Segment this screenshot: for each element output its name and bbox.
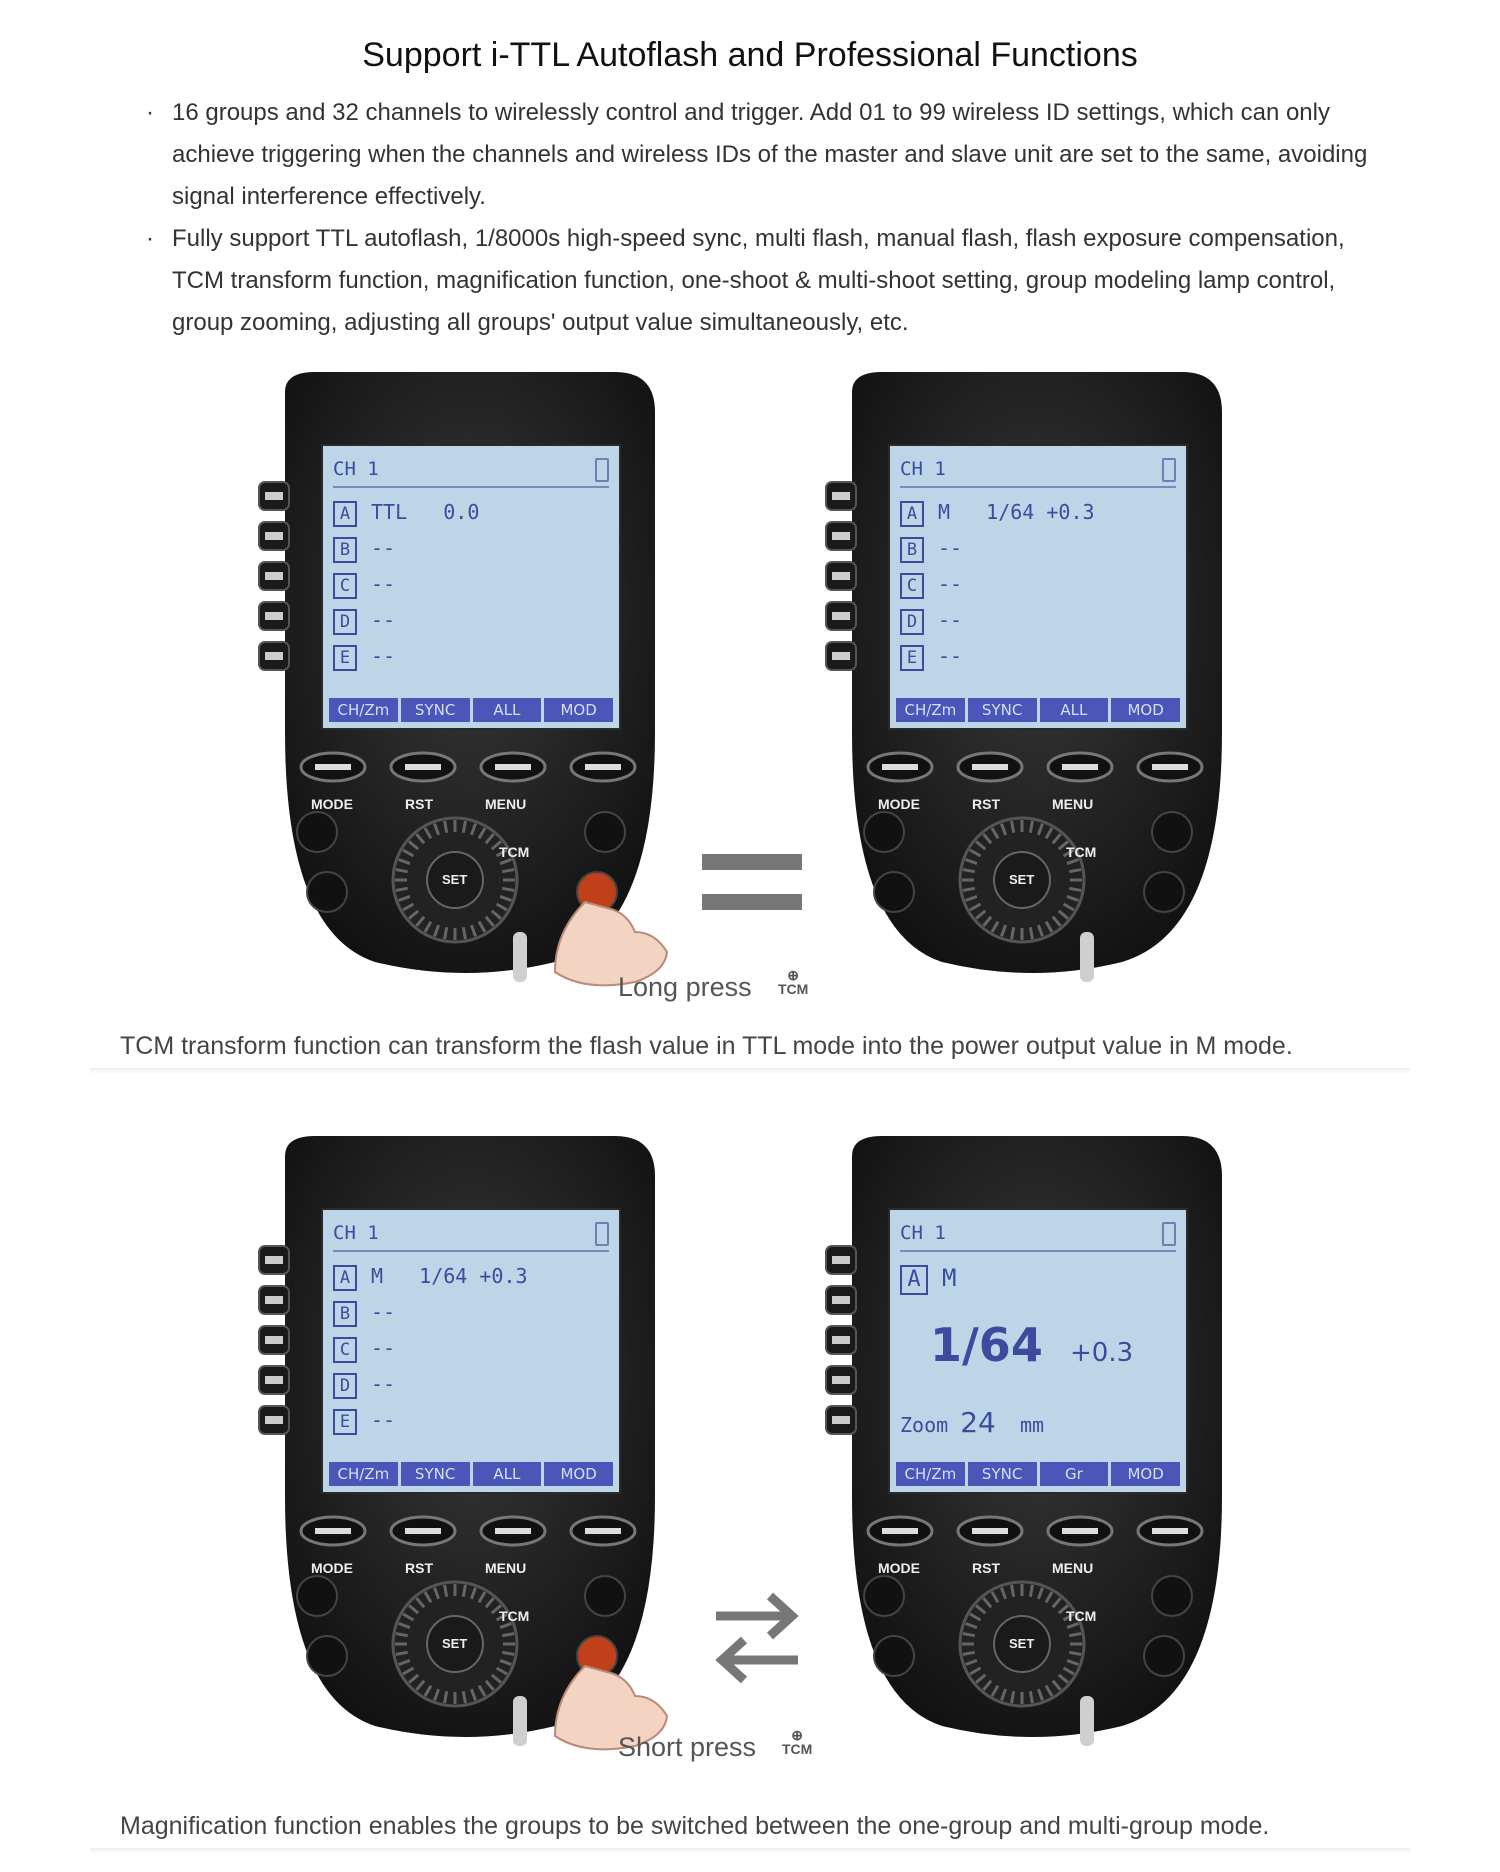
flash-trigger-device [822, 1136, 1242, 1756]
group-id: D [333, 609, 357, 635]
flash-trigger-device [255, 372, 675, 992]
lcd-screen [321, 1208, 621, 1494]
group-id: B [900, 537, 924, 563]
list-item [140, 218, 1370, 344]
caption-magnification: Magnification function enables the groups to be switched between the one-group and multi-group mode. [120, 1812, 1270, 1840]
menu-label: MENU [485, 1560, 527, 1576]
group-row: B -- [900, 536, 962, 563]
group-row: A M 1/64 +0.3 [333, 1264, 528, 1291]
bullet-text: 16 groups and 32 channels to wirelessly control and trigger. Add 01 to 99 wireless ID settings, which can only achieve triggering when the channels and wireless IDs of the master and slave unit are set to the same, avoiding signal interference effectively. [172, 99, 1368, 210]
battery-icon [1162, 1222, 1176, 1246]
group-id: D [900, 609, 924, 635]
channel-label: CH 1 [333, 458, 379, 480]
equals-icon [700, 850, 810, 920]
feature-list [140, 92, 1370, 344]
soft-key-label: CH/Zm [896, 698, 965, 722]
set-label: SET [442, 872, 468, 887]
group-id: E [333, 645, 357, 671]
page-title: Support i-TTL Autoflash and Professional Functions [362, 36, 1138, 74]
set-label: SET [1009, 1636, 1035, 1651]
tcm-magnify-icon: ⊕ TCM [778, 967, 809, 997]
group-row: D -- [900, 608, 962, 635]
soft-key-label: MOD [544, 698, 613, 722]
tcm-label: TCM [782, 1741, 813, 1757]
group-id: A [900, 501, 924, 527]
soft-key-label: SYNC [401, 698, 470, 722]
mode-label: MODE [311, 1560, 353, 1576]
soft-key-label: SYNC [968, 1462, 1037, 1486]
group-row: E -- [900, 644, 962, 671]
group-row: A M [900, 1264, 956, 1295]
group-id: C [333, 573, 357, 599]
menu-label: MENU [1052, 1560, 1094, 1576]
group-id: A [333, 1265, 357, 1291]
tcm-button-label: TCM [499, 1608, 530, 1624]
group-row: E -- [333, 1408, 395, 1435]
divider [90, 1848, 1410, 1854]
rst-label: RST [972, 796, 1000, 812]
group-row: A M 1/64 +0.3 [900, 500, 1095, 527]
tcm-label: TCM [778, 981, 809, 997]
list-item [140, 92, 1370, 218]
tcm-button-label: TCM [1066, 1608, 1097, 1624]
group-id: E [900, 645, 924, 671]
set-label: SET [442, 1636, 468, 1651]
group-row: B -- [333, 536, 395, 563]
bullet-dot: · [146, 225, 154, 252]
short-press-label: Short press [618, 1732, 757, 1762]
bullet-dot: · [146, 99, 154, 126]
flash-trigger-device [822, 372, 1242, 992]
soft-key-label: SYNC [401, 1462, 470, 1486]
menu-label: MENU [1052, 796, 1094, 812]
tcm-button-label: TCM [1066, 844, 1097, 860]
group-id: A [900, 1265, 928, 1295]
group-row: E -- [333, 644, 395, 671]
swap-arrows-icon [712, 1588, 802, 1688]
soft-key-label: MOD [1111, 1462, 1180, 1486]
battery-icon [1162, 458, 1176, 482]
zoom-row: Zoom 24 mm [900, 1406, 1045, 1439]
compensation-value: +0.3 [1070, 1338, 1134, 1368]
soft-key-label: MOD [544, 1462, 613, 1486]
tcm-button-label: TCM [499, 844, 530, 860]
group-row: B -- [333, 1300, 395, 1327]
group-id: A [333, 501, 357, 527]
channel-label: CH 1 [900, 1222, 946, 1244]
group-id: B [333, 537, 357, 563]
battery-icon [595, 1222, 609, 1246]
long-press-label: Long press [618, 972, 752, 1002]
group-id: D [333, 1373, 357, 1399]
soft-key-label: SYNC [968, 698, 1037, 722]
bullet-text: Fully support TTL autoflash, 1/8000s high-speed sync, multi flash, manual flash, flash exposure compensation, TCM transform function, magnification function, one-shoot & multi-shoot setting, group modeling lamp control, group zooming, adjusting all groups' output value simultaneously, etc. [172, 225, 1345, 336]
group-id: E [333, 1409, 357, 1435]
group-row: C -- [333, 572, 395, 599]
lcd-screen [321, 444, 621, 730]
soft-key-label: ALL [473, 698, 542, 722]
group-id: C [900, 573, 924, 599]
rst-label: RST [405, 796, 433, 812]
rst-label: RST [405, 1560, 433, 1576]
mode-label: MODE [878, 1560, 920, 1576]
soft-key-label: CH/Zm [329, 1462, 398, 1486]
group-row: C -- [333, 1336, 395, 1363]
channel-label: CH 1 [900, 458, 946, 480]
group-id: B [333, 1301, 357, 1327]
battery-icon [595, 458, 609, 482]
menu-label: MENU [485, 796, 527, 812]
group-row: D -- [333, 608, 395, 635]
group-row: A TTL 0.0 [333, 500, 479, 527]
mode-label: MODE [311, 796, 353, 812]
soft-key-label: CH/Zm [896, 1462, 965, 1486]
group-row: C -- [900, 572, 962, 599]
channel-label: CH 1 [333, 1222, 379, 1244]
soft-key-label: ALL [473, 1462, 542, 1486]
lcd-screen [888, 1208, 1188, 1494]
soft-key-label: Gr [1040, 1462, 1109, 1486]
group-id: C [333, 1337, 357, 1363]
soft-key-label: MOD [1111, 698, 1180, 722]
group-row: D -- [333, 1372, 395, 1399]
rst-label: RST [972, 1560, 1000, 1576]
tcm-magnify-icon: ⊕ TCM [782, 1727, 813, 1757]
set-label: SET [1009, 872, 1035, 887]
soft-key-label: CH/Zm [329, 698, 398, 722]
lcd-screen [888, 444, 1188, 730]
mode-label: MODE [878, 796, 920, 812]
soft-key-label: ALL [1040, 698, 1109, 722]
flash-trigger-device [255, 1136, 675, 1756]
power-value: 1/64 [930, 1318, 1043, 1372]
caption-tcm: TCM transform function can transform the flash value in TTL mode into the power output value in M mode. [120, 1032, 1293, 1060]
divider [90, 1068, 1410, 1074]
